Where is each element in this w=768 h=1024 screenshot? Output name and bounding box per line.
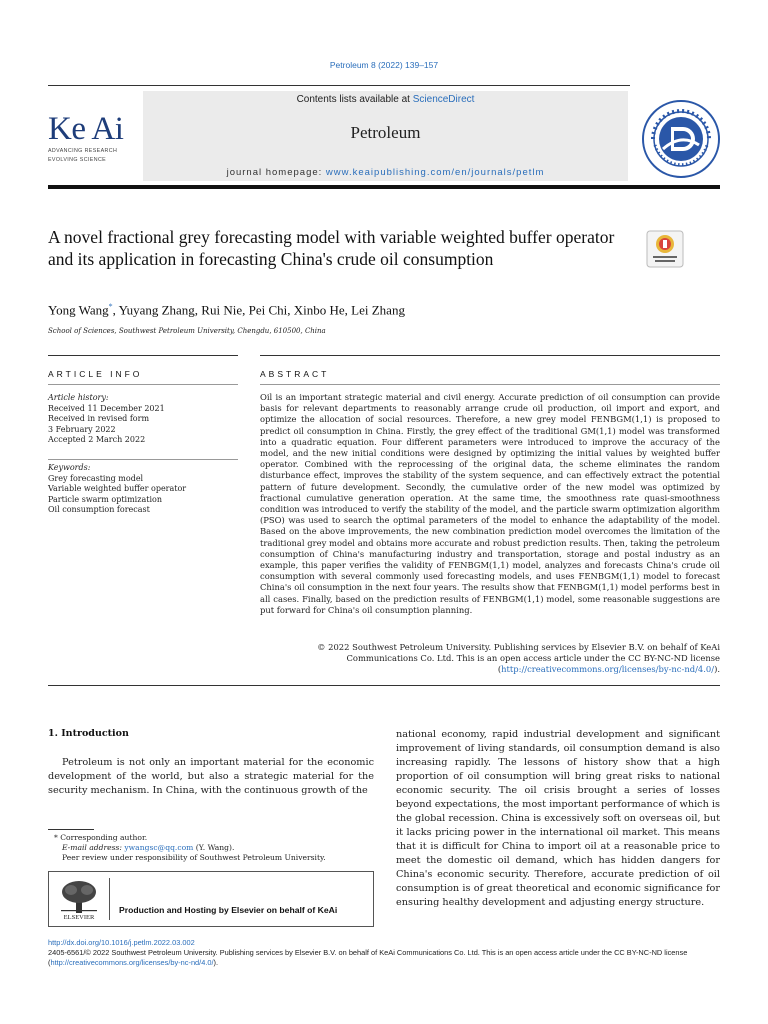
journal-homepage-line <box>143 167 628 178</box>
homepage-link[interactable]: www.keaipublishing.com/en/journals/petlm <box>325 167 545 178</box>
abstract-rule <box>260 355 720 356</box>
copyright-end: ). <box>714 664 720 675</box>
keyword-item: Oil consumption forecast <box>48 505 150 515</box>
keywords-label: Keywords: <box>48 463 91 472</box>
keai-tagline-1: ADVANCING RESEARCH <box>48 148 118 154</box>
section-heading-introduction: 1. Introduction <box>48 728 129 739</box>
abstract-text: Oil is an important strategic material and civil energy. Accurate prediction of oil consumption can provide basis for relevant departments to reasonably arrange crude oil production, oil import and export, and optimize the allocation of social resources. Therefore, a new grey model FENBGM(1,1) is proposed to predict oil consumption in China. Firstly, the grey effect of the traditional GM(1,1) model was transformed into a quadratic equation. Four different parameters were introduced to improve the accuracy of the model, and the new initial conditions were designed by optimizing the initial values by weighted buffer operator. Combined with the reprocessing of the original data, the scheme eliminates the random disturbance effect, improves the stability of the system sequence, and can effectively extract the potential pattern of future development. Secondly, the cumulative order of the new model was optimized by fractional cumulative generation operation. At the same time, the smoothness rate quasi-smoothness condition was introduced to verify the stability of the model, and the particle swarm optimization algorithm (PSO) was used to search the optimal parameters of the model to enhance the adaptability of the model. Based on the above improvements, the new combination prediction model overcomes the limitation of the traditional grey model and obtains more accurate and robust prediction results. Then, taking the petroleum consumption of China's manufacturing industry and transportation, storage and postal industry as an example, this paper verifies the validity of FENBGM(1,1) model, analyzes and forecasts China's crude oil consumption with several commonly used forecasting models, and uses FENBGM(1,1) model to forecast China's oil consumption in the next four years. The results show that FENBGM(1,1) model performs best in all cases. Finally, based on the prediction results of FENBGM(1,1) model, some reasonable suggestions are put forward for China's oil consumption planning. <box>260 392 720 615</box>
article-title: A novel fractional grey forecasting model with variable weighted buffer operator and its application in forecasting China's crude oil consumption <box>48 227 615 269</box>
keai-logo[interactable] <box>48 112 140 164</box>
elsevier-production-box <box>48 871 374 927</box>
license-link[interactable]: http://creativecommons.org/licenses/by-nc-nd/4.0/ <box>501 664 715 675</box>
affiliation: School of Sciences, Southwest Petroleum University, Chengdu, 610500, China <box>48 327 326 335</box>
email-label: E-mail address: <box>62 843 125 852</box>
abstract-heading: ABSTRACT <box>260 369 330 379</box>
elsevier-tree-icon <box>57 877 101 921</box>
abstract-underline <box>260 384 720 385</box>
author-rest: , Yuyang Zhang, Rui Nie, Pei Chi, Xinbo He, Lei Zhang <box>112 302 405 318</box>
header-rule <box>48 85 630 86</box>
article-info-rule <box>48 355 238 356</box>
email-line <box>48 843 374 853</box>
abstract-copyright <box>290 642 720 676</box>
author-list <box>48 302 405 318</box>
elsevier-box-divider <box>109 878 110 920</box>
issn-license-line <box>48 948 720 968</box>
email-suffix: (Y. Wang). <box>193 843 235 852</box>
footnote-rule <box>48 829 94 830</box>
keai-logo-mark: Ke Ai <box>48 111 124 147</box>
doi-link[interactable]: http://dx.doi.org/10.1016/j.petlm.2022.03.002 <box>48 938 195 947</box>
journal-name: Petroleum <box>350 123 421 142</box>
email-link[interactable]: ywangsc@qq.com <box>124 843 194 852</box>
peer-review-note: Peer review under responsibility of Southwest Petroleum University. <box>62 853 326 862</box>
elsevier-logo-text: ELSEVIER <box>63 914 95 921</box>
history-divider <box>48 459 238 460</box>
bottom-license-link[interactable]: http://creativecommons.org/licenses/by-nc-nd/4.0/ <box>50 958 214 967</box>
journal-masthead <box>143 91 628 181</box>
check-for-updates-icon[interactable] <box>646 230 684 268</box>
article-info-underline <box>48 384 238 385</box>
footnotes <box>48 833 374 863</box>
copyright-text: © 2022 Southwest Petroleum University. Publishing services by Elsevier B.V. on behalf of KeAi Communications Co. Ltd. This is an open access article under the CC BY-NC-ND license ( <box>317 642 720 675</box>
university-seal-icon <box>641 99 721 179</box>
keyword-item: Variable weighted buffer operator <box>48 484 187 494</box>
issn-end: ). <box>213 958 219 967</box>
author-first[interactable]: Yong Wang <box>48 302 109 318</box>
keyword-item: Grey forecasting model <box>48 473 144 483</box>
history-item: Accepted 2 March 2022 <box>48 435 146 445</box>
history-label: Article history: <box>48 393 109 402</box>
history-item: 3 February 2022 <box>48 424 116 434</box>
contents-prefix: Contents lists available at <box>296 94 413 105</box>
corresponding-note: * Corresponding author. <box>54 833 148 842</box>
history-item: Received 11 December 2021 <box>48 403 165 413</box>
article-info-heading: ARTICLE INFO <box>48 369 143 379</box>
abstract-bottom-rule <box>48 685 720 686</box>
keywords <box>48 463 238 516</box>
homepage-prefix: journal homepage: <box>226 167 326 178</box>
history-item: Received in revised form <box>48 414 150 424</box>
sciencedirect-link[interactable]: ScienceDirect <box>412 94 475 105</box>
keyword-item: Particle swarm optimization <box>48 494 162 504</box>
corresponding-marker[interactable]: * <box>108 302 113 311</box>
keai-tagline-2: EVOLVING SCIENCE <box>48 157 107 163</box>
masthead-rule <box>48 185 720 189</box>
intro-paragraph-col1: Petroleum is not only an important material for the economic development of the world, but also a strategic material for the security mechanism. In China, with the continuous growth of the <box>48 757 374 796</box>
production-hosting-text: Production and Hosting by Elsevier on behalf of KeAi <box>119 905 338 915</box>
issn-text: 2405-6561/© 2022 Southwest Petroleum University. Publishing services by Elsevier B.V. on behalf of KeAi Communications Co. Ltd. This is an open access article under the CC BY-NC-ND license ( <box>48 948 688 967</box>
article-history <box>48 393 238 446</box>
intro-paragraph-col2: national economy, rapid industrial development and significant improvement of living standards, oil consumption demand is also increasing rapidly. The lessons of history show that a high proportion of oil consumption will bring great risks to national economic security. The oil crisis brought a series of losses beyond expectations, the most important performance of which is the global recession. China is excessively soft on overseas oil, but it lacks pricing power in the international oil market. This means that it is difficult for China to import oil at a reasonable price to meet the domestic oil demand, which has hidden dangers for China's economic security. Therefore, accurate prediction of oil consumption is of great theoretical and economic significance for ensuring healthy development and adjusting energy structure. <box>396 729 720 908</box>
contents-line <box>143 94 628 105</box>
journal-citation[interactable]: Petroleum 8 (2022) 139–157 <box>329 60 439 70</box>
